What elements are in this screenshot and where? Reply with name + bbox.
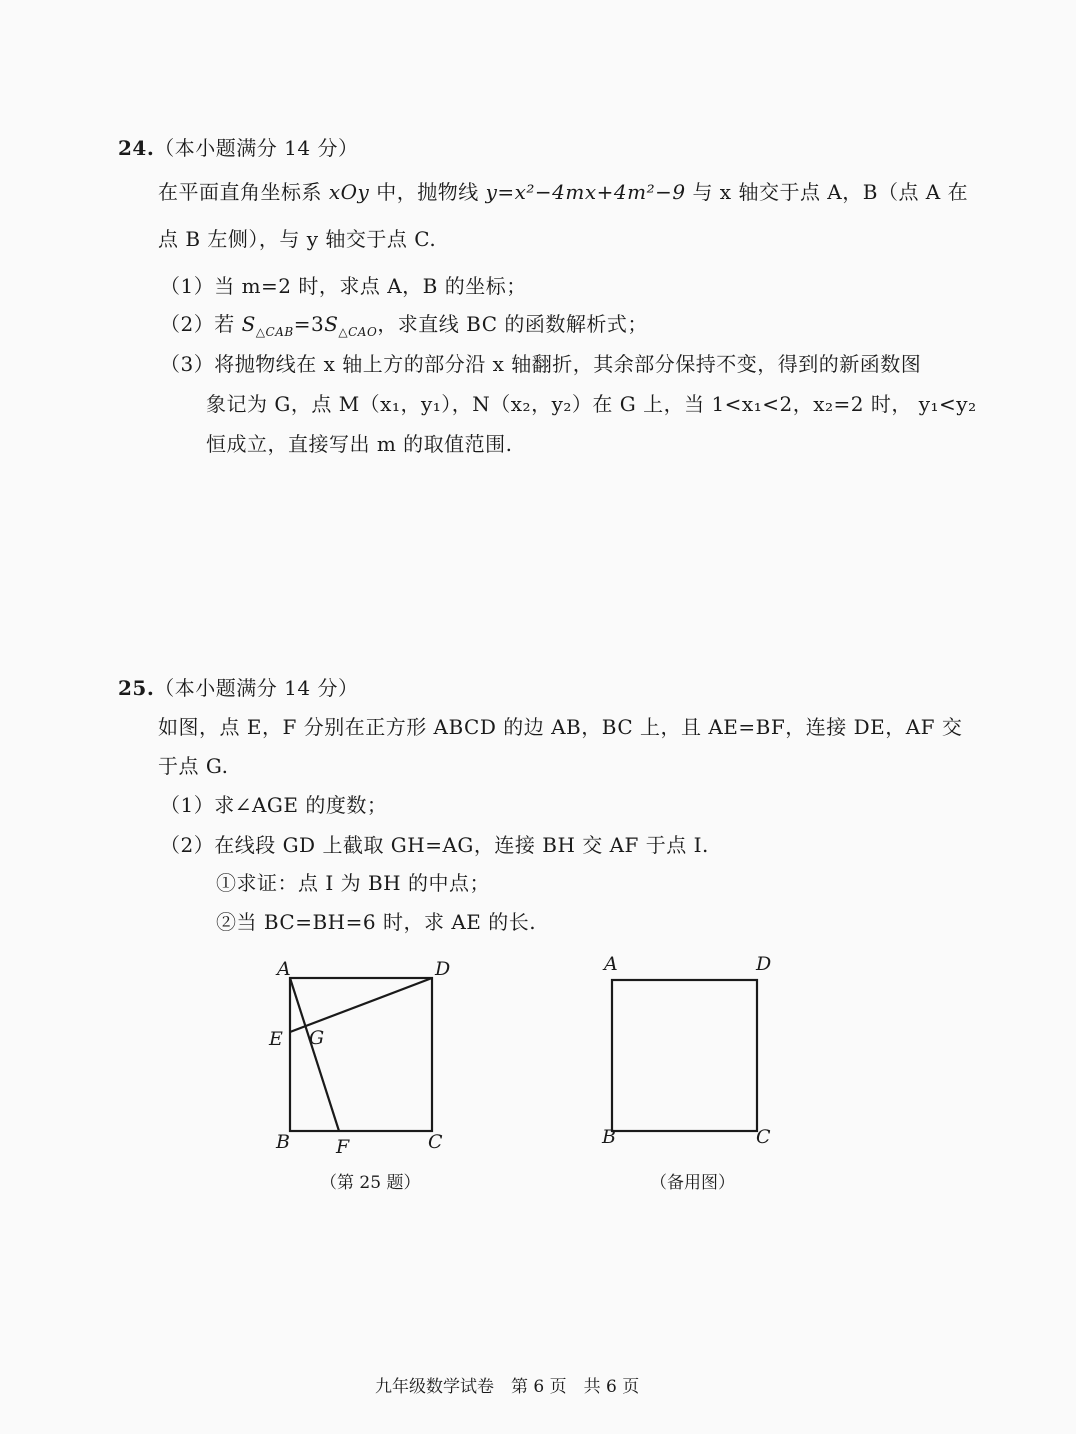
q24-parabola-formula: y=x²−4mx+4m²−9 bbox=[485, 180, 686, 204]
segment-de bbox=[290, 978, 432, 1032]
figure-25-diagram bbox=[260, 950, 460, 1165]
q25-stem-line1: 如图，点 E，F 分别在正方形 ABCD 的边 AB，BC 上，且 AE=BF，连接 DE，AF 交 bbox=[158, 715, 963, 739]
backup-figure-caption: （备用图） bbox=[650, 1173, 735, 1193]
q24-number: 24. bbox=[118, 136, 155, 160]
label-c-backup: C bbox=[756, 1126, 771, 1148]
q24-part3-line2: 象记为 G，点 M（x₁，y₁），N（x₂，y₂）在 G 上，当 1<x₁<2，x₂=2 时， y₁<y₂ bbox=[206, 392, 977, 416]
label-d: D bbox=[435, 958, 451, 980]
q24-stem-line1: 在平面直角坐标系 xOy 中，抛物线 y=x²−4mx+4m²−9 与 x 轴交于点 A，B（点 A 在 bbox=[158, 180, 969, 204]
q25-score: （本小题满分 14 分） bbox=[154, 676, 359, 700]
q24-stem-line2: 点 B 左侧），与 y 轴交于点 C. bbox=[158, 227, 437, 251]
q25-number: 25. bbox=[118, 676, 155, 700]
q24-part1: （1）当 m=2 时，求点 A，B 的坐标； bbox=[160, 274, 527, 298]
q24-part3-line1: （3）将抛物线在 x 轴上方的部分沿 x 轴翻折，其余部分保持不变，得到的新函数图 bbox=[160, 352, 922, 376]
label-a: A bbox=[277, 958, 291, 980]
label-c: C bbox=[428, 1131, 443, 1153]
segment-af bbox=[290, 978, 339, 1131]
square-abcd-backup bbox=[612, 980, 757, 1131]
label-a-backup: A bbox=[604, 953, 618, 975]
q25-stem-line2: 于点 G. bbox=[158, 754, 229, 778]
q24-header bbox=[118, 132, 358, 161]
label-d-backup: D bbox=[756, 953, 772, 975]
q25-part1: （1）求∠AGE 的度数； bbox=[160, 793, 388, 817]
q24-part2: （2）若 $S_{\triangle CAB}=3S_{\triangle CAO}$，求直线 BC 的函数解析式； bbox=[160, 312, 648, 339]
label-g: G bbox=[309, 1027, 325, 1049]
backup-diagram bbox=[590, 945, 790, 1160]
q25-header bbox=[118, 672, 358, 701]
page-footer: 九年级数学试卷 第 6 页 共 6 页 bbox=[375, 1377, 640, 1397]
label-b: B bbox=[276, 1131, 290, 1153]
label-f: F bbox=[336, 1136, 350, 1158]
figure-25-caption: （第 25 题） bbox=[320, 1173, 421, 1193]
square-abcd bbox=[290, 978, 432, 1131]
q24-part3-line3: 恒成立，直接写出 m 的取值范围. bbox=[206, 432, 513, 456]
q25-part2-i: ①求证：点 I 为 BH 的中点； bbox=[216, 871, 490, 895]
label-e: E bbox=[269, 1028, 283, 1050]
q25-part2: （2）在线段 GD 上截取 GH=AG，连接 BH 交 AF 于点 I. bbox=[160, 833, 709, 857]
q24-score: （本小题满分 14 分） bbox=[154, 136, 359, 160]
label-b-backup: B bbox=[602, 1126, 616, 1148]
q25-part2-ii: ②当 BC=BH=6 时，求 AE 的长. bbox=[216, 910, 537, 934]
